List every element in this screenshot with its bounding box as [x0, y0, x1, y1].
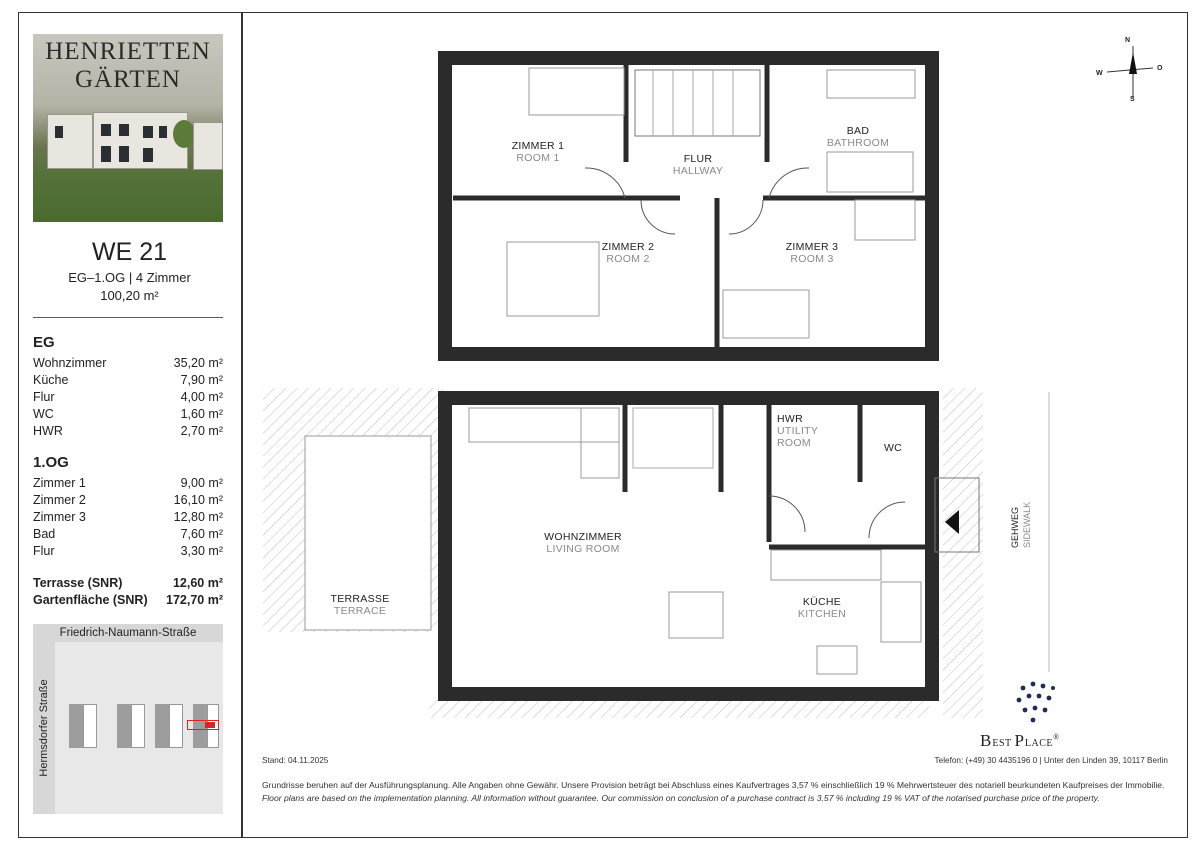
project-title	[33, 38, 223, 94]
label-zimmer-2	[583, 241, 673, 265]
room-row	[33, 510, 223, 524]
room-row	[33, 356, 223, 370]
room-area: 4,00 m²	[180, 390, 223, 404]
project-title-line2: GÄRTEN	[75, 66, 181, 93]
outdoor-row	[33, 576, 223, 590]
room-row	[33, 544, 223, 558]
tree-shape	[173, 120, 195, 148]
lower-floor-plan	[263, 388, 1049, 718]
site-map	[33, 624, 223, 814]
room-label-de: ZIMMER 1	[511, 140, 565, 152]
disclaimer-en: Floor plans are based on the implementation planning. All information without guarantee. Our commission on conclusion of a purchase contract is 3.57 % including 19 % VAT of the notarised purchase price of the property.	[262, 792, 1100, 803]
room-name: Zimmer 3	[33, 510, 86, 524]
room-label-en: ROOM	[777, 437, 811, 449]
window-shape	[101, 146, 111, 162]
brand-small-caps: LACE	[1024, 738, 1054, 749]
room-label-en: TERRACE	[333, 605, 387, 617]
room-label-en: HALLWAY	[672, 165, 724, 177]
disclaimer	[262, 779, 1167, 804]
room-name: Wohnzimmer	[33, 356, 107, 370]
room-area: 16,10 m²	[173, 493, 223, 507]
outdoor-area: 172,70 m²	[166, 593, 223, 607]
window-shape	[119, 146, 129, 162]
street-top-label: Friedrich-Naumann-Straße	[33, 624, 223, 642]
building-block	[131, 704, 145, 748]
room-label-de: HWR	[777, 413, 803, 425]
window-shape	[55, 126, 63, 138]
outdoor-name: Terrasse (SNR)	[33, 576, 123, 590]
sidewalk-label	[1010, 490, 1050, 550]
room-name: Zimmer 2	[33, 493, 86, 507]
unit-location-fill	[205, 722, 215, 728]
room-label-de: TERRASSE	[330, 593, 390, 605]
window-shape	[143, 126, 153, 138]
room-row	[33, 390, 223, 404]
room-label-en: KITCHEN	[797, 608, 847, 620]
house-shape	[193, 122, 223, 170]
label-terrasse	[315, 593, 405, 617]
room-row	[33, 493, 223, 507]
brand-small-caps: EST	[992, 738, 1015, 749]
room-row	[33, 476, 223, 490]
room-label-en: ROOM 2	[606, 253, 650, 265]
unit-area: 100,20 m²	[100, 288, 159, 303]
label-wohnzimmer	[523, 531, 643, 555]
room-area: 35,20 m²	[173, 356, 223, 370]
disclaimer-de: Grundrisse beruhen auf der Ausführungsplanung. Alle Angaben ohne Gewähr. Unsere Provision beträgt bei Abschluss eines Kaufvertrages 3,57 % einschließlich 19 % Mehrwertsteuer des notariell beurkundeten Kaufpreises der Immobilie.	[262, 780, 1165, 790]
brand-letter: B	[980, 731, 993, 750]
building-block	[155, 704, 169, 748]
compass-west-label: W	[1096, 70, 1103, 77]
compass-icon	[1107, 46, 1153, 98]
project-title-line1: HENRIETTEN	[45, 38, 211, 65]
house-shape	[47, 114, 93, 169]
room-label-de: BAD	[846, 125, 870, 137]
compass-south-label: S	[1130, 96, 1135, 103]
room-row	[33, 424, 223, 438]
unit-subtitle: EG–1.OG | 4 Zimmer	[68, 270, 191, 285]
plan-date: Stand: 04.11.2025	[262, 756, 329, 765]
room-label-de: ZIMMER 2	[601, 241, 655, 253]
upper-floor-plan	[445, 58, 932, 354]
room-label-de: WOHNZIMMER	[544, 531, 622, 543]
contact-info: Telefon: (+49) 30 4435196 0 | Unter den Linden 39, 10117 Berlin	[934, 756, 1168, 765]
compass-east-label: O	[1157, 65, 1163, 72]
outdoor-name: Gartenfläche (SNR)	[33, 593, 148, 607]
brand-wordmark	[980, 731, 1060, 751]
floor-plans	[243, 12, 1188, 838]
street-left	[33, 642, 55, 814]
og-title: 1.OG	[33, 454, 69, 471]
room-label-en: LIVING ROOM	[546, 543, 620, 555]
label-zimmer-3	[767, 241, 857, 265]
room-row	[33, 373, 223, 387]
room-name: Zimmer 1	[33, 476, 86, 490]
street-left-label: Hermsdorfer Straße	[38, 679, 50, 777]
building-block	[69, 704, 83, 748]
room-label-en: ROOM 3	[790, 253, 834, 265]
section-divider	[33, 317, 223, 318]
compass-north-label: N	[1125, 37, 1131, 44]
room-row	[33, 527, 223, 541]
room-name: HWR	[33, 424, 63, 438]
room-area: 2,70 m²	[180, 424, 223, 438]
room-area: 7,60 m²	[180, 527, 223, 541]
room-name: WC	[33, 407, 54, 421]
room-label-de: KÜCHE	[802, 596, 842, 608]
eg-title: EG	[33, 334, 55, 351]
building-block	[169, 704, 183, 748]
label-hwr	[777, 413, 827, 449]
room-name: Flur	[33, 390, 55, 404]
window-shape	[119, 124, 129, 136]
room-name: Flur	[33, 544, 55, 558]
room-area: 9,00 m²	[180, 476, 223, 490]
room-label-de: ZIMMER 3	[785, 241, 839, 253]
window-shape	[159, 126, 167, 138]
brand-logo-icon	[1008, 673, 1062, 727]
sidewalk-label-de: GEHWEG	[1010, 506, 1020, 548]
building-block	[83, 704, 97, 748]
window-shape	[101, 124, 111, 136]
brand-letter: P	[1014, 731, 1025, 750]
window-shape	[143, 148, 153, 162]
label-flur	[653, 153, 743, 177]
info-column	[18, 12, 241, 838]
label-bad	[813, 125, 903, 149]
room-area: 7,90 m²	[180, 373, 223, 387]
room-area: 3,30 m²	[180, 544, 223, 558]
label-kueche	[777, 596, 867, 620]
label-zimmer-1	[493, 140, 583, 164]
room-label-de: FLUR	[683, 153, 713, 165]
room-area: 12,80 m²	[173, 510, 223, 524]
room-area: 1,60 m²	[180, 407, 223, 421]
room-label-en: BATHROOM	[826, 137, 890, 149]
room-label-en: UTILITY	[777, 425, 819, 437]
building-block	[117, 704, 131, 748]
room-label-de: WC	[883, 442, 903, 454]
room-name: Küche	[33, 373, 69, 387]
label-wc	[873, 442, 913, 454]
brand-registered-mark: ®	[1053, 732, 1061, 742]
outdoor-area: 12,60 m²	[172, 576, 223, 590]
outdoor-row	[33, 593, 223, 607]
sidewalk-label-en: SIDEWALK	[1022, 501, 1032, 548]
floor-plan-drawing	[243, 12, 1188, 838]
room-label-en: ROOM 1	[516, 152, 560, 164]
room-name: Bad	[33, 527, 56, 541]
room-row	[33, 407, 223, 421]
project-image	[33, 34, 223, 222]
unit-title: WE 21	[91, 238, 168, 266]
